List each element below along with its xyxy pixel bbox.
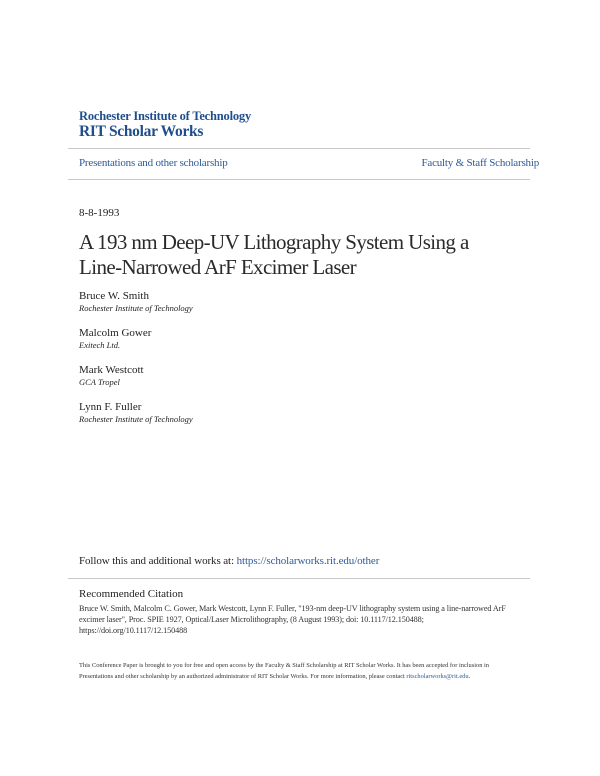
- access-statement-suffix: .: [468, 673, 471, 680]
- follow-line: [79, 555, 379, 567]
- contact-email-link[interactable]: ritscholarworks@rit.edu: [406, 673, 469, 680]
- citation-divider: [68, 578, 530, 579]
- publication-date: 8-8-1993: [79, 207, 120, 219]
- title-line-2: Line-Narrowed ArF Excimer Laser: [79, 255, 357, 279]
- access-statement: [79, 660, 519, 682]
- author-entry: [79, 290, 379, 314]
- follow-prefix: Follow this and additional works at:: [79, 555, 237, 567]
- author-affiliation: Exitech Ltd.: [79, 340, 121, 350]
- author-affiliation: GCA Tropel: [79, 377, 120, 387]
- department-link[interactable]: Faculty & Staff Scholarship: [421, 157, 539, 169]
- access-statement-text: This Conference Paper is brought to you for free and open access by the Faculty & Staff Scholarship at RIT Scholar Works. It has been accepted for inclusion in Presentations and other scholarship by an authorized administrator of RIT Scholar Works. For more information, please contact: [79, 662, 489, 680]
- institution-name[interactable]: Rochester Institute of Technology: [79, 109, 251, 123]
- author-name[interactable]: Lynn F. Fuller: [79, 401, 142, 413]
- recommended-citation-text: Bruce W. Smith, Malcolm C. Gower, Mark Westcott, Lynn F. Fuller, "193-nm deep-UV lithography system using a line-narrowed ArF excimer laser", Proc. SPIE 1927, Optical/Laser Microlithography, (8 August 1993); doi: 10.1117/12.150488; https://doi.org/10.1117/12.150488: [79, 604, 506, 635]
- nav-divider: [68, 179, 530, 180]
- author-affiliation: Rochester Institute of Technology: [79, 414, 193, 424]
- author-affiliation: Rochester Institute of Technology: [79, 303, 193, 313]
- paper-title: [79, 230, 529, 280]
- author-entry: [79, 327, 379, 351]
- repository-url-link[interactable]: https://scholarworks.rit.edu/other: [236, 555, 380, 567]
- author-entry: [79, 401, 379, 425]
- recommended-citation-heading: Recommended Citation: [79, 588, 184, 600]
- author-name[interactable]: Bruce W. Smith: [79, 290, 149, 302]
- repository-name[interactable]: RIT Scholar Works: [79, 123, 204, 140]
- collection-link[interactable]: Presentations and other scholarship: [79, 157, 228, 169]
- title-line-1: A 193 nm Deep-UV Lithography System Using a: [79, 230, 469, 254]
- header-divider: [68, 148, 530, 149]
- author-entry: [79, 364, 379, 388]
- author-name[interactable]: Malcolm Gower: [79, 327, 152, 339]
- author-name[interactable]: Mark Westcott: [79, 364, 144, 376]
- repository-header: [79, 109, 539, 140]
- breadcrumb: [79, 157, 539, 173]
